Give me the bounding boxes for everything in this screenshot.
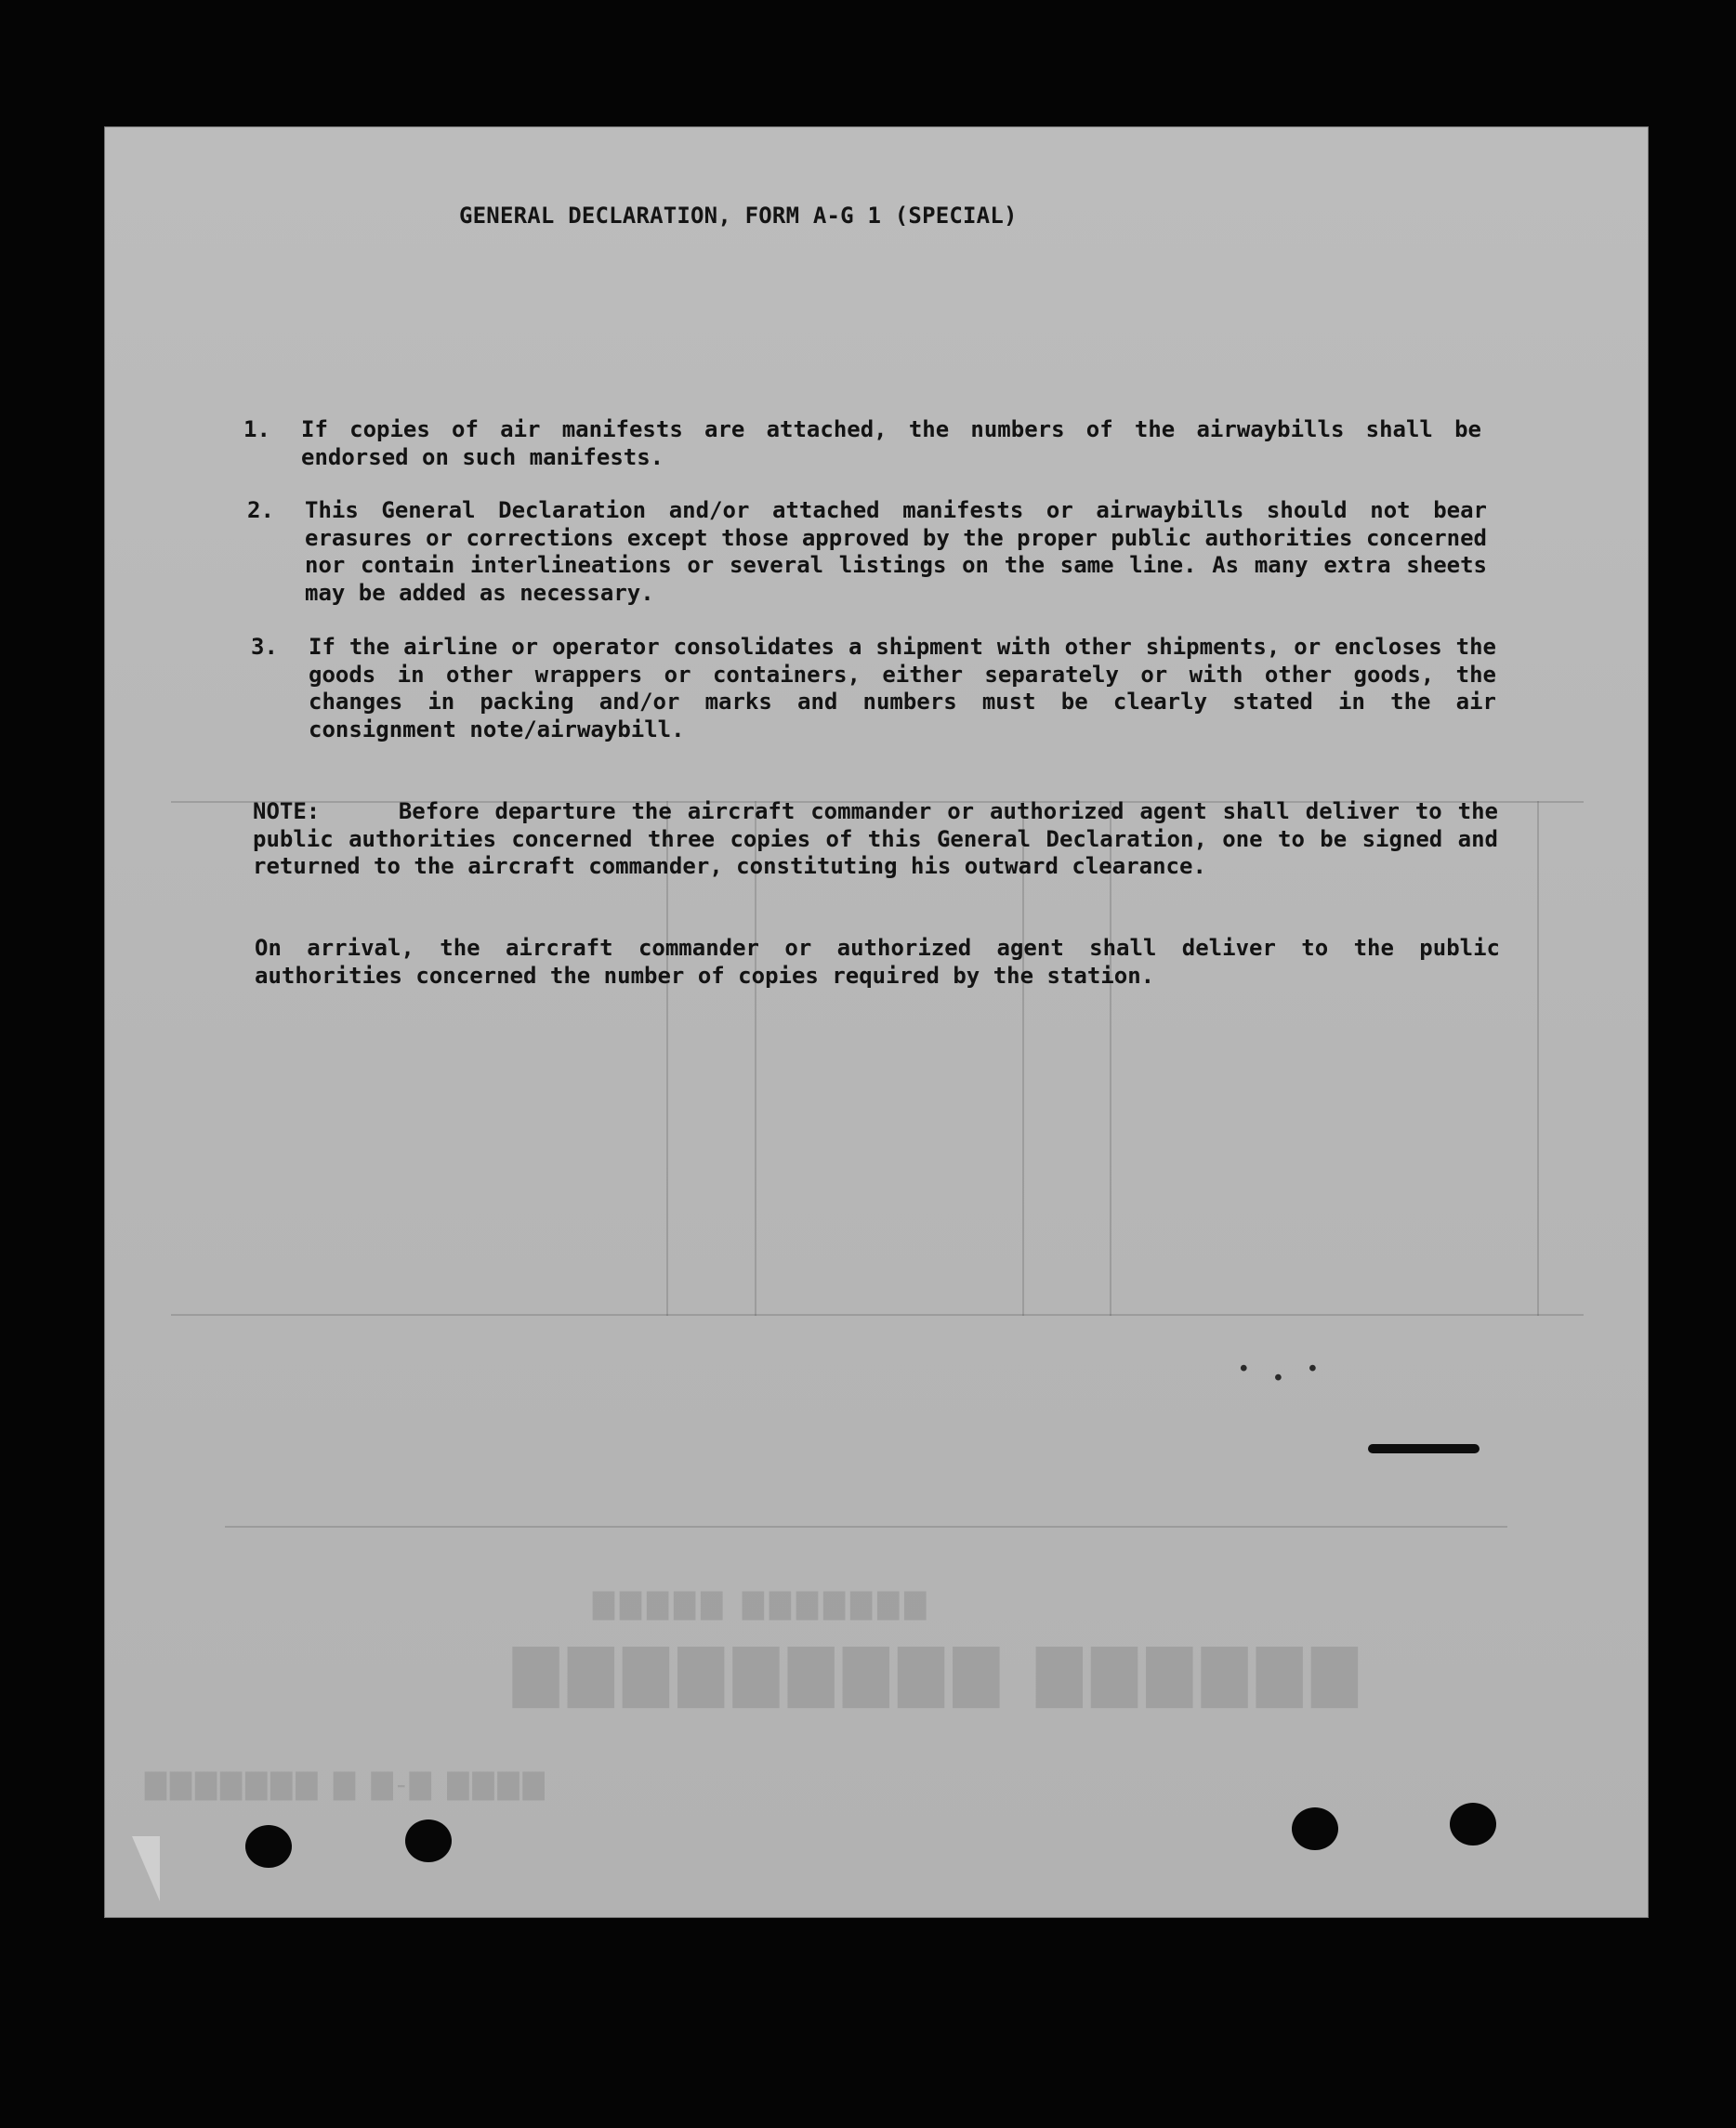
document-page: [104, 126, 1649, 1918]
bleed-through-subheading: ▇▇▇▇▇▇▇ ▇▇▇▇▇: [587, 1591, 927, 1623]
punch-hole: [1450, 1803, 1496, 1846]
folded-corner: [132, 1836, 160, 1901]
punch-hole: [1292, 1807, 1338, 1850]
bleed-through-form-label: ▇▇▇▇ ▇-▇ ▇ ▇▇▇▇▇▇▇: [141, 1771, 545, 1804]
note-paragraph: [253, 798, 1498, 881]
stamp-mark: · . ·: [1238, 1349, 1324, 1388]
ink-smear: [1368, 1444, 1480, 1453]
bleed-through-rule: [225, 1526, 1507, 1528]
note-text: Before departure the aircraft commander or authorized agent shall deliver to the public authorities concerned three copies of this General Declaration, one to be signed and returned to the aircraft commander, constituting his outward clearance.: [253, 798, 1498, 879]
instruction-text: If the airline or operator consolidates a shipment with other shipments, or encloses the goods in other wrappers or containers, either separately or with other goods, the changes in packing and/or marks and numbers must be clearly stated in the air consignment note/airwaybill.: [309, 634, 1496, 742]
bleed-through-heading: ▇▇▇▇▇▇ ▇▇▇▇▇▇▇▇▇: [504, 1647, 1358, 1715]
instruction-text: This General Declaration and/or attached manifests or airwaybills should not bear erasures or corrections except those approved by the proper public authorities concerned nor contain interlineations or several listings on the same line. As many extra sheets may be added as necessary.: [305, 497, 1487, 606]
form-title: GENERAL DECLARATION, FORM A-G 1 (SPECIAL): [459, 203, 1018, 229]
instruction-text: If copies of air manifests are attached, the numbers of the airwaybills shall be endorsed on such manifests.: [301, 416, 1481, 470]
instruction-number: 1.: [243, 416, 270, 442]
punch-hole: [405, 1819, 452, 1862]
note-label: NOTE:: [253, 798, 321, 824]
instruction-number: 2.: [247, 497, 274, 523]
punch-hole: [245, 1825, 292, 1868]
bleed-through-rule: [1537, 801, 1539, 1316]
bleed-through-rule: [171, 1314, 1584, 1316]
instruction-number: 3.: [251, 634, 278, 660]
arrival-note: On arrival, the aircraft commander or authorized agent shall deliver to the public authorities concerned the number of copies required by the station.: [255, 935, 1500, 989]
